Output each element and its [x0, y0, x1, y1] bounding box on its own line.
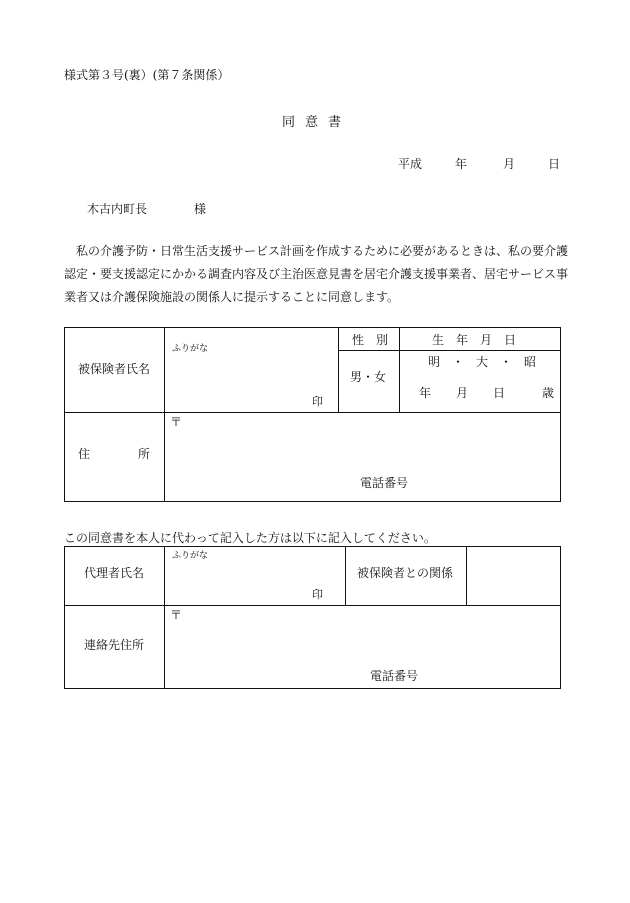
- insured-phone-label: 電話番号: [360, 476, 409, 490]
- consent-line: 認定・要支援認定にかかる調査内容及び主治医意見書を居宅介護支援事業者、居宅サービス事: [64, 267, 569, 281]
- address-label-first: 住: [78, 447, 91, 461]
- birth-era-options[interactable]: 明 ・ 大 ・ 昭: [428, 355, 537, 369]
- addressee-suffix: 様: [194, 202, 207, 216]
- date-day-unit: 日: [548, 157, 561, 171]
- proxy-postal-mark: 〒: [170, 608, 183, 622]
- insured-address-field[interactable]: [166, 428, 556, 468]
- insured-furigana-label: ふりがな: [172, 344, 209, 354]
- proxy-seal-mark: 印: [312, 588, 323, 601]
- birth-day-unit: 日: [493, 386, 506, 400]
- proxy-instruction: この同意書を本人に代わって記入した方は以下に記入してください。: [64, 531, 436, 545]
- proxy-phone-label: 電話番号: [370, 669, 419, 683]
- sex-header: 性 別: [352, 333, 389, 347]
- relation-label: 被保険者との関係: [357, 566, 454, 580]
- date-month-unit: 月: [503, 157, 516, 171]
- contact-address-field[interactable]: [166, 622, 556, 658]
- birth-month-unit: 月: [456, 386, 469, 400]
- addressee: 木古内町長: [87, 202, 148, 216]
- proxy-name-label: 代理者氏名: [84, 566, 145, 580]
- consent-line: 業者又は介護保険施設の関係人に提示することに同意します。: [64, 290, 400, 304]
- sex-options[interactable]: 男・女: [350, 370, 387, 384]
- consent-statement: [64, 240, 569, 309]
- contact-address-label: 連絡先住所: [84, 638, 145, 652]
- birth-date-header: 生 年 月 日: [432, 333, 517, 347]
- age-unit: 歳: [542, 386, 555, 400]
- address-label-second: 所: [138, 447, 151, 461]
- insured-name-label: 被保険者氏名: [78, 362, 151, 376]
- proxy-furigana-label: ふりがな: [172, 551, 209, 561]
- date-year-unit: 年: [455, 157, 468, 171]
- birth-year-unit: 年: [419, 386, 432, 400]
- insured-seal-mark: 印: [312, 395, 323, 408]
- insured-name-field[interactable]: [166, 352, 336, 407]
- date-era: 平成: [398, 157, 423, 171]
- consent-line: 私の介護予防・日常生活支援サービス計画を作成するために必要があるときは、私の要介護: [64, 244, 569, 258]
- postal-mark: 〒: [170, 415, 183, 429]
- form-number: 様式第３号(裏）(第７条関係）: [64, 68, 230, 82]
- relation-field[interactable]: [468, 548, 558, 603]
- document-title: 同意書: [282, 115, 352, 130]
